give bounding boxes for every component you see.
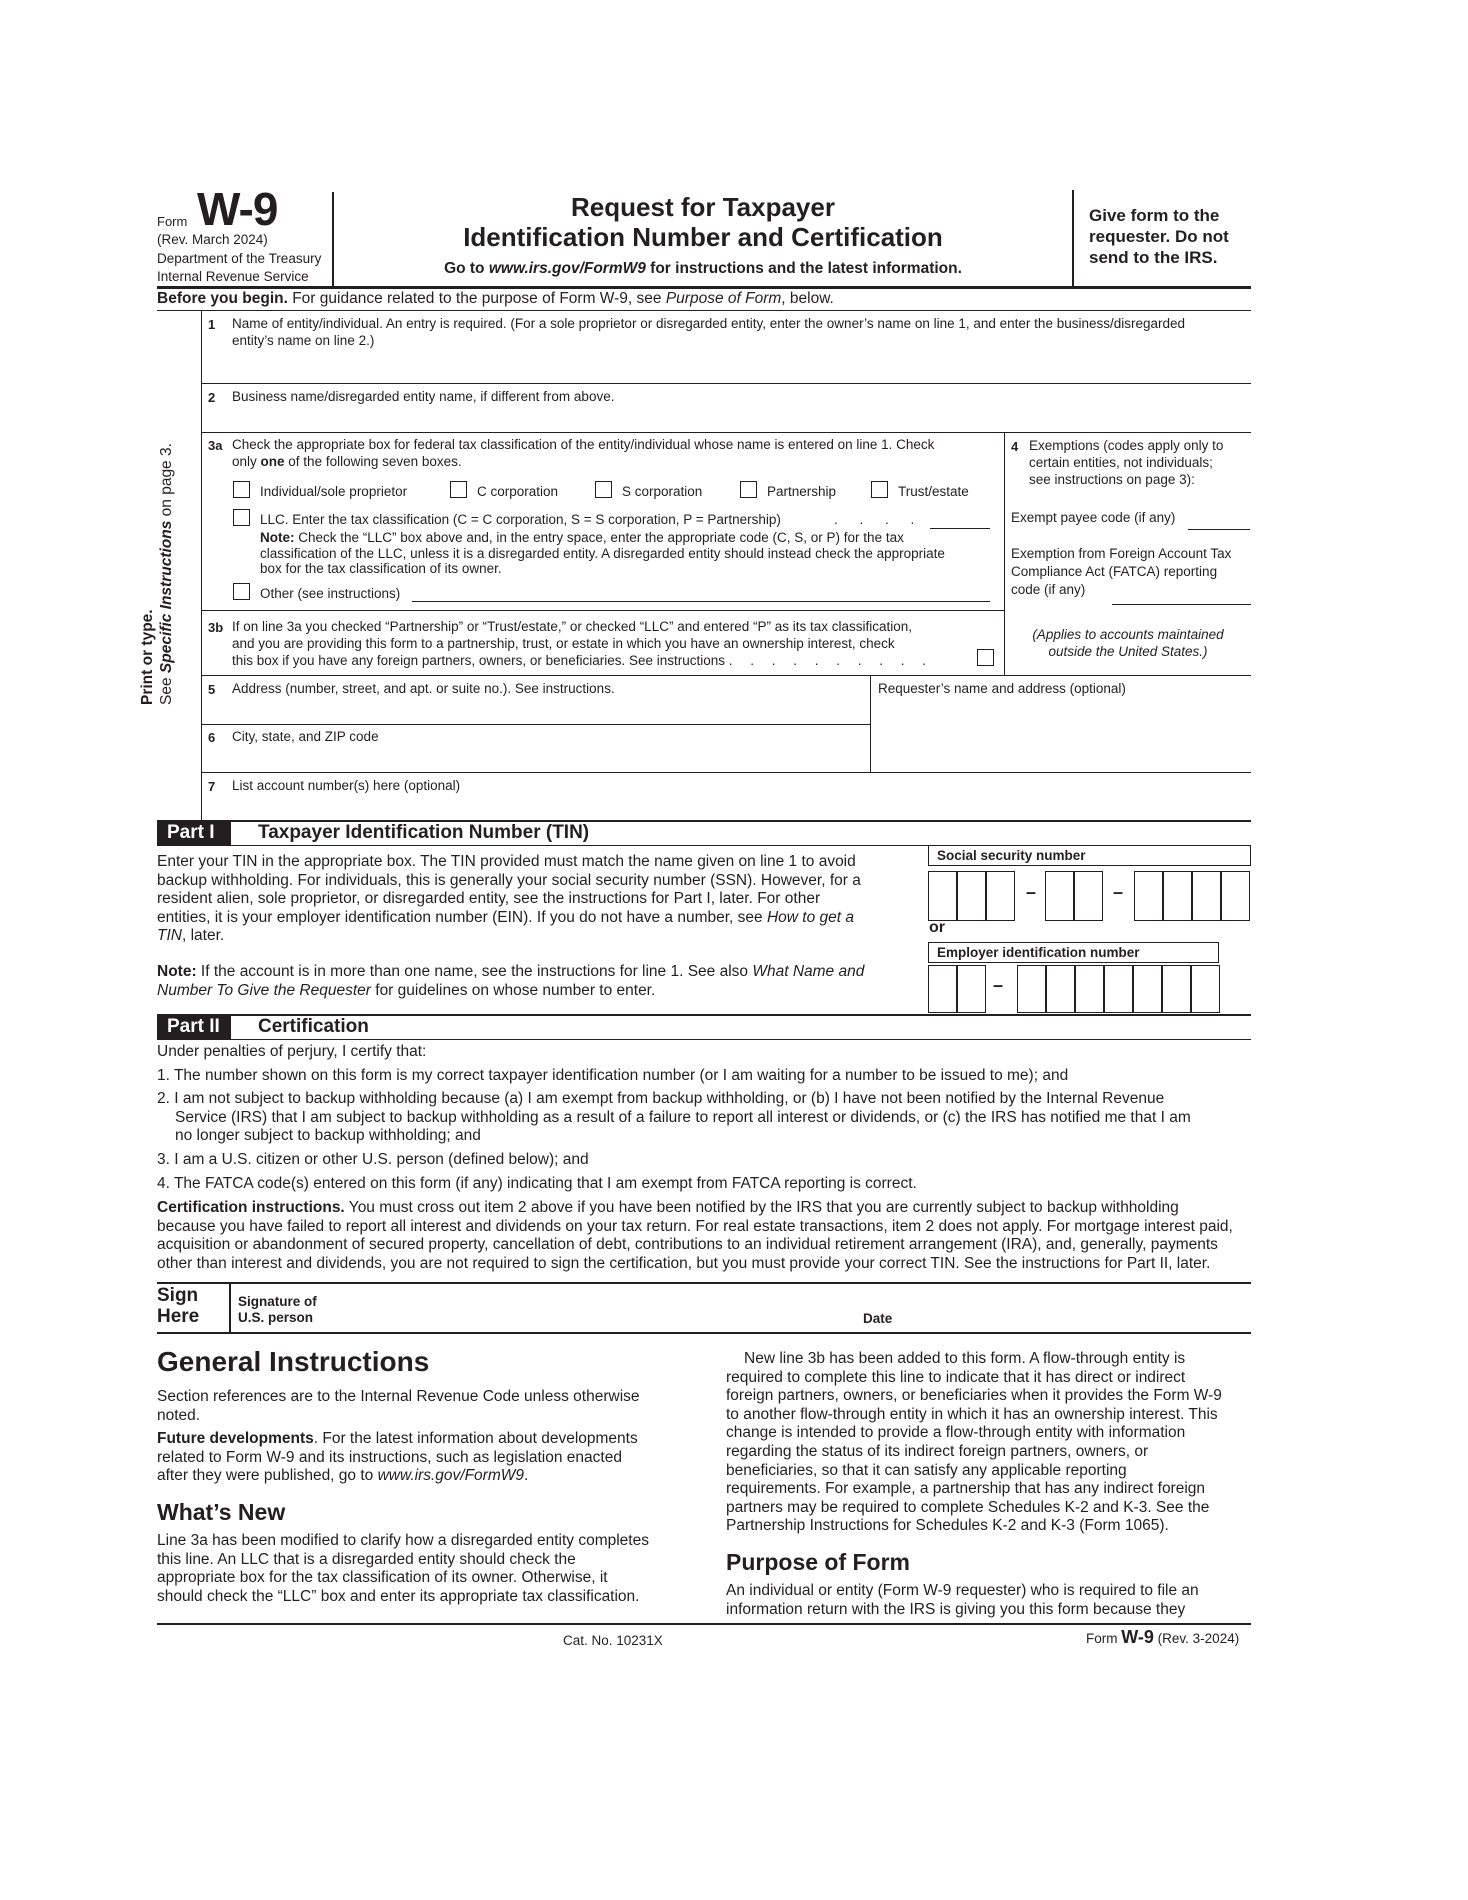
date-label: Date	[863, 1311, 893, 1326]
or-label: or	[929, 919, 945, 936]
form-title	[334, 192, 1072, 278]
ssn-digit-box[interactable]	[1045, 871, 1074, 921]
checkbox-s-corporation[interactable]	[595, 481, 612, 498]
part-1-title: Taxpayer Identification Number (TIN)	[258, 822, 590, 843]
signature-label: Signature of U.S. person	[238, 1294, 317, 1325]
label-individual: Individual/sole proprietor	[260, 484, 408, 499]
give-form-note: Give form to the requester. Do not send to the IRS.	[1089, 206, 1229, 267]
rev-date: (Rev. March 2024)	[157, 232, 268, 247]
line-7-number: 7	[208, 779, 216, 794]
checkbox-trust-estate[interactable]	[871, 481, 888, 498]
exempt-payee-label: Exempt payee code (if any)	[1011, 510, 1176, 525]
form-word: Form	[157, 214, 188, 229]
ein-digit-box[interactable]	[957, 965, 986, 1013]
checkbox-other[interactable]	[233, 583, 250, 600]
line-1-label: Name of entity/individual. An entry is required. (For a sole proprietor or disregarded entity, enter the owner’s name on line 1, and enter the business/disregarded entity’s name on line 2.)	[232, 316, 1186, 348]
ssn-digit-box[interactable]	[1192, 871, 1221, 921]
exempt-payee-input[interactable]	[1188, 508, 1250, 528]
line-5-label: Address (number, street, and apt. or suite no.). See instructions.	[232, 681, 615, 696]
label-other: Other (see instructions)	[260, 586, 401, 601]
line-6-number: 6	[208, 730, 216, 745]
ssn-digit-box[interactable]	[1074, 871, 1103, 921]
irs-label: Internal Revenue Service	[157, 269, 309, 284]
ssn-digit-box[interactable]	[1221, 871, 1250, 921]
checkbox-c-corporation[interactable]	[450, 481, 467, 498]
ein-label-box: Employer identification number	[928, 942, 1219, 963]
ein-digit-box[interactable]	[1075, 965, 1104, 1013]
ein-digit-box[interactable]	[1133, 965, 1162, 1013]
part-2-label: Part II	[157, 1015, 231, 1039]
line-1-number: 1	[208, 317, 216, 332]
requester-input[interactable]	[878, 700, 1246, 768]
line-2-number: 2	[208, 390, 216, 405]
line-5-number: 5	[208, 682, 216, 697]
line-1-name-input[interactable]	[232, 355, 1242, 381]
ssn-dash: –	[1026, 882, 1037, 902]
general-instructions-heading: General Instructions	[157, 1346, 430, 1377]
label-partnership: Partnership	[767, 484, 837, 499]
line-3b-label: If on line 3a you checked “Partnership” or “Trust/estate,” or checked “LLC” and entered “P” as its tax classification, and you are providing this form to a partnership, trust, or estate in which you have an ownership interest, check this box if you have any foreign partners, owners, or beneficiaries. See instructions . . . . . . . . . .	[232, 619, 934, 668]
dept-treasury: Department of the Treasury	[157, 251, 322, 266]
date-input[interactable]	[905, 1300, 1245, 1328]
certification-text: Under penalties of perjury, I certify that: 1. The number shown on this form is my correct taxpayer identification number (or I am waiting for a number to be issued to me); and 2. I am not subject to backup withholding because (a) I am exempt from backup withholding, or (b) I have not been notified by the Internal Revenue Service (IRS) that I am subject to backup withholding as a result of a failure to report all interest or dividends, or (c) the IRS has notified me that I am no longer subject to backup withholding; and 3. I am a U.S. citizen or other U.S. person (defined below); and 4. The FATCA code(s) entered on this form (if any) indicating that I am exempt from FATCA reporting is correct. Certification instructions. You must cross out item 2 above if you have been notified by the IRS that you are currently subject to backup withholding because you have failed to report all interest and dividends on your tax return. For real estate transactions, item 2 does not apply. For mortgage interest paid, acquisition or abandonment of secured property, cancellation of debt, contributions to an individual retirement arrangement (IRA), and, generally, payments other than interest and dividends, you are not required to sign the certification, but you must provide your correct TIN. See the instructions for Part II, later.	[157, 1043, 1233, 1272]
requester-label: Requester’s name and address (optional)	[878, 681, 1126, 696]
city-state-zip-input[interactable]	[232, 748, 862, 770]
checkbox-llc[interactable]	[233, 509, 250, 526]
sign-here-label: Sign Here	[157, 1285, 200, 1327]
llc-classification-input[interactable]	[930, 508, 990, 528]
ssn-digit-box[interactable]	[1134, 871, 1163, 921]
line-3a-number: 3a	[208, 438, 223, 453]
line-3a-label: Check the appropriate box for federal tax classification of the entity/individual whose name is entered on line 1. Check only one of the following seven boxes.	[232, 437, 935, 469]
part-1-note: Note: If the account is in more than one name, see the instructions for line 1. See also What Name and Number To Give the Requester for guidelines on whose number to enter.	[157, 963, 865, 999]
goto-instructions: Go to www.irs.gov/FormW9 for instructions and the latest information.	[444, 260, 962, 277]
form-number: W-9	[197, 183, 278, 235]
purpose-of-form-heading: Purpose of Form	[726, 1548, 911, 1575]
checkbox-individual[interactable]	[233, 481, 250, 498]
llc-note: Note: Check the “LLC” box above and, in the entry space, enter the appropriate code (C, S, or P) for the tax classification of the LLC, unless it is a disregarded entity. A disregarded entity should instead check the appropriate box for the tax classification of its owner.	[260, 530, 945, 576]
ein-digit-box[interactable]	[1046, 965, 1075, 1013]
ein-digit-box[interactable]	[928, 965, 957, 1013]
ssn-label-box: Social security number	[928, 845, 1251, 866]
account-numbers-input[interactable]	[232, 797, 1242, 819]
signature-field[interactable]	[330, 1286, 850, 1330]
title-line-2: Identification Number and Certification	[463, 222, 943, 252]
ssn-dash: –	[1113, 882, 1124, 902]
catalog-number: Cat. No. 10231X	[563, 1633, 663, 1648]
part-2-title: Certification	[258, 1016, 369, 1037]
applies-note: (Applies to accounts maintained outside the United States.)	[1032, 627, 1224, 659]
ssn-digit-box[interactable]	[986, 871, 1015, 921]
before-you-begin: Before you begin. For guidance related to the purpose of Form W-9, see Purpose of Form, below.	[157, 290, 834, 307]
ssn-digit-box[interactable]	[957, 871, 986, 921]
line-3b-number: 3b	[208, 620, 224, 635]
label-trust-estate: Trust/estate	[898, 484, 969, 499]
ein-dash: –	[993, 975, 1004, 995]
line-2-label: Business name/disregarded entity name, if different from above.	[232, 389, 615, 404]
ein-digit-box[interactable]	[1104, 965, 1133, 1013]
footer-form-id: Form W-9 (Rev. 3-2024)	[1086, 1627, 1240, 1647]
ssn-digit-box[interactable]	[928, 871, 957, 921]
whats-new-heading: What’s New	[157, 1498, 286, 1525]
line-4-label: Exemptions (codes apply only to certain entities, not individuals; see instructions on page 3):	[1029, 438, 1224, 487]
ein-digit-box[interactable]	[1191, 965, 1220, 1013]
line-7-label: List account number(s) here (optional)	[232, 778, 461, 793]
part-1-text: Enter your TIN in the appropriate box. The TIN provided must match the name given on line 1 to avoid backup withholding. For individuals, this is generally your social security number (SSN). However, for a resident alien, sole proprietor, or disregarded entity, see the instructions for Part I, later. For other entities, it is your employer identification number (EIN). If you do not have a number, see How to get a TIN, later.	[157, 853, 861, 945]
general-left-column: General Instructions Section references are to the Internal Revenue Code unless otherwise noted. Future developments. For the latest information about developments related to Form W-9 and its instructions, such as legislation enacted after they were published, go to www.irs.gov/FormW9. What’s New Line 3a has been modified to clarify how a disregarded entity completes this line. An LLC that is a disregarded entity should check the appropriate box for the tax classification of its owner. Otherwise, it should check the “LLC” box and enter its appropriate tax classification.	[157, 1346, 697, 1606]
other-classification-input[interactable]	[412, 581, 990, 601]
checkbox-partnership[interactable]	[740, 481, 757, 498]
label-s-corporation: S corporation	[622, 484, 703, 499]
fatca-code-input[interactable]	[1112, 584, 1250, 604]
line-6-label: City, state, and ZIP code	[232, 729, 379, 744]
llc-dots: . . . .	[834, 512, 924, 527]
ein-digit-box[interactable]	[1017, 965, 1046, 1013]
title-line-1: Request for Taxpayer	[571, 192, 835, 222]
line-4-number: 4	[1011, 439, 1019, 454]
ein-digit-box[interactable]	[1162, 965, 1191, 1013]
irs-url[interactable]: www.irs.gov/FormW9	[488, 260, 646, 277]
address-input[interactable]	[232, 700, 862, 722]
part-1-label: Part I	[157, 821, 231, 845]
general-right-column: New line 3b has been added to this form. A flow-through entity is required to complete this line to indicate that it has direct or indirect foreign partners, owners, or beneficiaries when it provides the Form W-9 to another flow-through entity in which it has an ownership interest. This change is intended to provide a flow-through entity with information regarding the status of its indirect foreign partners, owners, or beneficiaries, so that it can satisfy any applicable reporting requirements. For example, a partnership that has any indirect foreign partners may be required to complete Schedules K-2 and K-3. See the Partnership Instructions for Schedules K-2 and K-3 (Form 1065). Purpose of Form An individual or entity (Form W-9 requester) who is required to file an information return with the IRS is giving you this form because they	[726, 1350, 1251, 1619]
label-llc: LLC. Enter the tax classification (C = C corporation, S = S corporation, P = Partnership)	[260, 512, 781, 527]
line-2-business-input[interactable]	[232, 408, 1242, 432]
label-c-corporation: C corporation	[477, 484, 559, 499]
ssn-digit-box[interactable]	[1163, 871, 1192, 921]
checkbox-3b-foreign[interactable]	[977, 649, 994, 666]
fatca-label: Exemption from Foreign Account Tax Compliance Act (FATCA) reporting code (if any)	[1011, 546, 1232, 597]
